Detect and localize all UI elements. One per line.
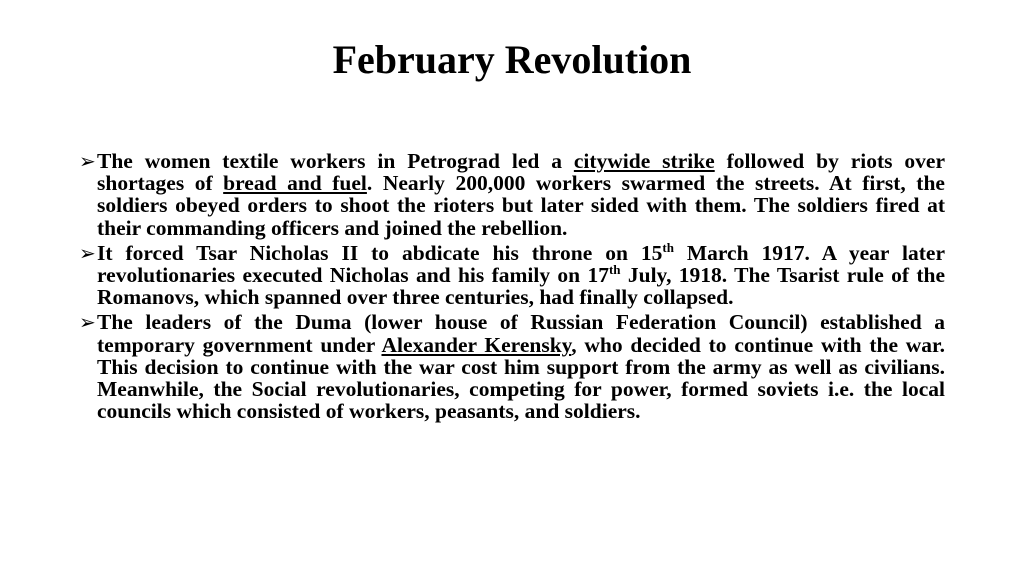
bullet-text: It forced Tsar Nicholas II to abdicate his throne on 15 bbox=[97, 240, 663, 265]
bullet-text: The leaders of the Duma (lower house of Russian Federation Council) established a temporary government under bbox=[97, 310, 945, 357]
bullet-item-2 bbox=[79, 239, 945, 310]
arrow-bullet-icon: ➢ bbox=[79, 240, 96, 265]
ordinal-suffix: th bbox=[608, 261, 621, 277]
bullet-item-1 bbox=[79, 150, 945, 239]
bullet-text: July, 1918. The Tsarist rule of the Romanovs, which spanned over three centuries, had finally collapsed. bbox=[97, 263, 945, 310]
bullet-text: March 1917. A year later revolutionaries executed Nicholas and his family on 17 bbox=[97, 240, 945, 288]
arrow-bullet-icon: ➢ bbox=[79, 149, 96, 173]
ordinal-suffix: th bbox=[662, 239, 674, 255]
bullet-list bbox=[79, 150, 945, 425]
underlined-term: bread and fuel bbox=[223, 171, 367, 196]
bullet-text: The women textile workers in Petrograd led a bbox=[97, 149, 574, 173]
underlined-term: citywide strike bbox=[573, 149, 715, 173]
bullet-text: , who decided to continue with the war. This decision to continue with the war cost him support from the army as well as civilians. Meanwhile, the Social revolutionaries, competing for power, formed soviets i.e. the local councils which consisted of workers, peasants, and soldiers. bbox=[97, 332, 945, 424]
bullet-text: followed by riots over shortages of bbox=[97, 149, 945, 196]
underlined-term: Alexander Kerensky bbox=[381, 332, 572, 357]
arrow-bullet-icon: ➢ bbox=[79, 310, 96, 335]
bullet-item-3 bbox=[79, 311, 945, 422]
slide-title: February Revolution bbox=[332, 37, 692, 82]
bullet-text: . Nearly 200,000 workers swarmed the streets. At first, the soldiers obeyed orders to shoot the rioters but later sided with them. The soldiers fired at their commanding officers and joined the rebellion. bbox=[97, 171, 945, 240]
